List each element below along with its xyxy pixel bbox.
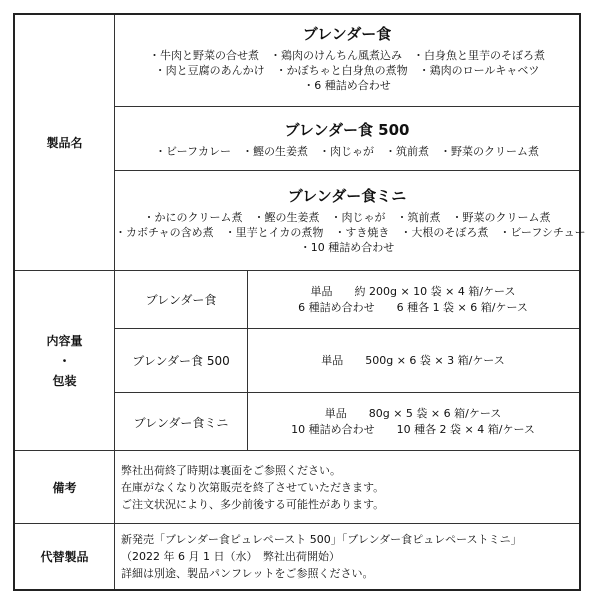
capacity-row — [15, 271, 579, 451]
product-name-row — [15, 15, 586, 271]
remarks-line: 弊社出荷終了時期は裏面をご参照ください。 — [121, 463, 341, 477]
capacity-item-name: ブレンダー食 500 — [115, 329, 248, 392]
product-block-blender — [115, 15, 579, 107]
substitute-line: 詳細は別途、製品パンフレットをご参照ください。 — [121, 567, 374, 580]
product-variety-line: ・ビーフカレー ・鰹の生姜煮 ・肉じゃが ・筑前煮 ・野菜のクリーム煮 — [155, 145, 539, 158]
product-variety-line: ・6 種詰め合わせ — [303, 79, 391, 92]
remarks-text — [115, 451, 579, 523]
spec-line: 単品 500g × 6 袋 × 3 箱/ケース — [321, 353, 505, 367]
capacity-item — [115, 271, 579, 329]
capacity-item-name: ブレンダー食 — [115, 271, 248, 328]
substitute-text — [115, 524, 579, 589]
capacity-item-spec — [247, 393, 579, 451]
substitute-label: 代替製品 — [15, 524, 115, 589]
capacity-label-line: ・ — [58, 353, 71, 368]
capacity-label — [15, 271, 115, 450]
product-name-label: 製品名 — [15, 15, 115, 270]
capacity-item-spec — [247, 271, 579, 328]
remarks-row — [15, 451, 579, 524]
product-variety-line: ・肉と豆腐のあんかけ ・かぼちゃと白身魚の煮物 ・鶏肉のロールキャベツ — [154, 64, 540, 77]
remarks-label: 備考 — [15, 451, 115, 523]
product-title: ブレンダー食 500 — [284, 121, 410, 139]
spec-line: 6 種詰め合わせ 6 種各 1 袋 × 6 箱/ケース — [298, 300, 528, 314]
substitute-row — [15, 524, 579, 589]
spec-line: 単品 約 200g × 10 袋 × 4 箱/ケース — [310, 284, 516, 298]
capacity-label-line: 内容量 — [46, 333, 83, 348]
capacity-item — [115, 393, 579, 451]
capacity-label-line: 包装 — [52, 373, 77, 388]
capacity-item-spec — [247, 329, 579, 392]
remarks-line: ご注文状況により、多少前後する可能性があります。 — [121, 497, 385, 511]
remarks-line: 在庫がなくなり次第販売を終了させていただきます。 — [121, 480, 385, 494]
spec-line: 10 種詰め合わせ 10 種各 2 袋 × 4 箱/ケース — [291, 423, 535, 436]
product-block-blender-500 — [115, 107, 579, 171]
product-variety-line: ・カボチャの含め煮 ・里芋とイカの煮物 ・すき焼き ・大根のそぼろ煮 ・ビーフシチュー — [115, 226, 586, 239]
capacity-item-name: ブレンダー食ミニ — [115, 393, 248, 451]
capacity-item — [115, 329, 579, 393]
product-block-blender-mini — [115, 171, 586, 271]
substitute-line: （2022 年 6 月 1 日（水） 弊社出荷開始） — [121, 550, 340, 563]
product-title: ブレンダー食 — [302, 25, 392, 43]
product-variety-line: ・牛肉と野菜の合せ煮 ・鶏肉のけんちん風煮込み ・白身魚と里芋のそぼろ煮 — [149, 49, 545, 62]
product-info-table — [13, 13, 586, 591]
product-variety-line: ・10 種詰め合わせ — [299, 241, 395, 254]
product-title: ブレンダー食ミニ — [287, 187, 407, 205]
substitute-line: 新発売「ブレンダー食ピュレペースト 500」「ブレンダー食ピュレペーストミニ」 — [121, 533, 522, 546]
product-variety-line: ・かにのクリーム煮 ・鰹の生姜煮 ・肉じゃが ・筑前煮 ・野菜のクリーム煮 — [143, 211, 551, 224]
spec-line: 単品 80g × 5 袋 × 6 箱/ケース — [324, 407, 502, 420]
